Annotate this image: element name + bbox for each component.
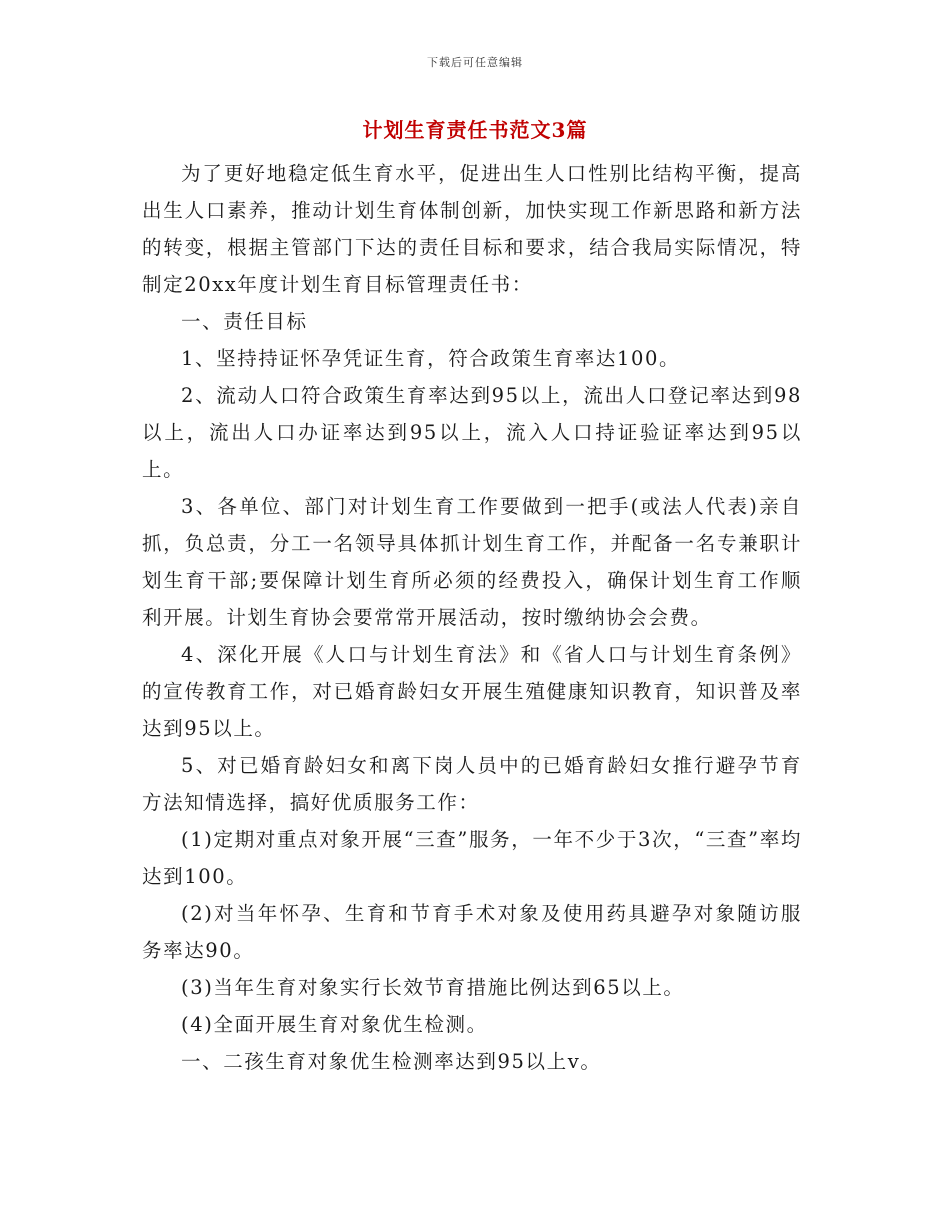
header-note: 下载后可任意编辑: [427, 56, 523, 69]
paragraph-item-5: 5、对已婚育龄妇女和离下岗人员中的已婚育龄妇女推行避孕节育方法知情选择，搞好优质服务工作：: [142, 754, 802, 814]
paragraph-sub-2: (2)对当年怀孕、生育和节育手术对象及使用药具避孕对象随访服务率达90。: [142, 902, 802, 962]
paragraph-item-2: 2、流动人口符合政策生育率达到95以上，流出人口登记率达到98以上，流出人口办证率达到95以上，流入人口持证验证率达到95以上。: [142, 384, 802, 481]
paragraph-sub-4: (4)全面开展生育对象优生检测。: [181, 1013, 488, 1036]
paragraph-intro: 为了更好地稳定低生育水平，促进出生人口性别比结构平衡，提高出生人口素养，推动计划生育体制创新，加快实现工作新思路和新方法的转变，根据主管部门下达的责任目标和要求，结合我局实际情况，特制定20xx年度计划生育目标管理责任书：: [142, 162, 802, 296]
paragraph-sub-1: (1)定期对重点对象开展“三查”服务，一年不少于3次，“三查”率均达到100。: [142, 828, 802, 888]
paragraph-sub-3: (3)当年生育对象实行长效节育措施比例达到65以上。: [181, 976, 685, 999]
document-title: 计划生育责任书范文3篇: [362, 118, 588, 142]
paragraph-item-4: 4、深化开展《人口与计划生育法》和《省人口与计划生育条例》的宣传教育工作，对已婚育龄妇女开展生殖健康知识教育，知识普及率达到95以上。: [142, 643, 802, 740]
document-body: [142, 155, 802, 1080]
paragraph-item-1: 1、坚持持证怀孕凭证生育，符合政策生育率达100。: [181, 347, 681, 370]
paragraph-last: 一、二孩生育对象优生检测率达到95以上v。: [181, 1050, 602, 1073]
paragraph-section-heading: 一、责任目标: [181, 310, 308, 333]
paragraph-item-3: 3、各单位、部门对计划生育工作要做到一把手(或法人代表)亲自抓，负总责，分工一名领导具体抓计划生育工作，并配备一名专兼职计划生育干部;要保障计划生育所必须的经费投入，确保计划生育工作顺利开展。计划生育协会要常常开展活动，按时缴纳协会会费。: [142, 495, 802, 629]
